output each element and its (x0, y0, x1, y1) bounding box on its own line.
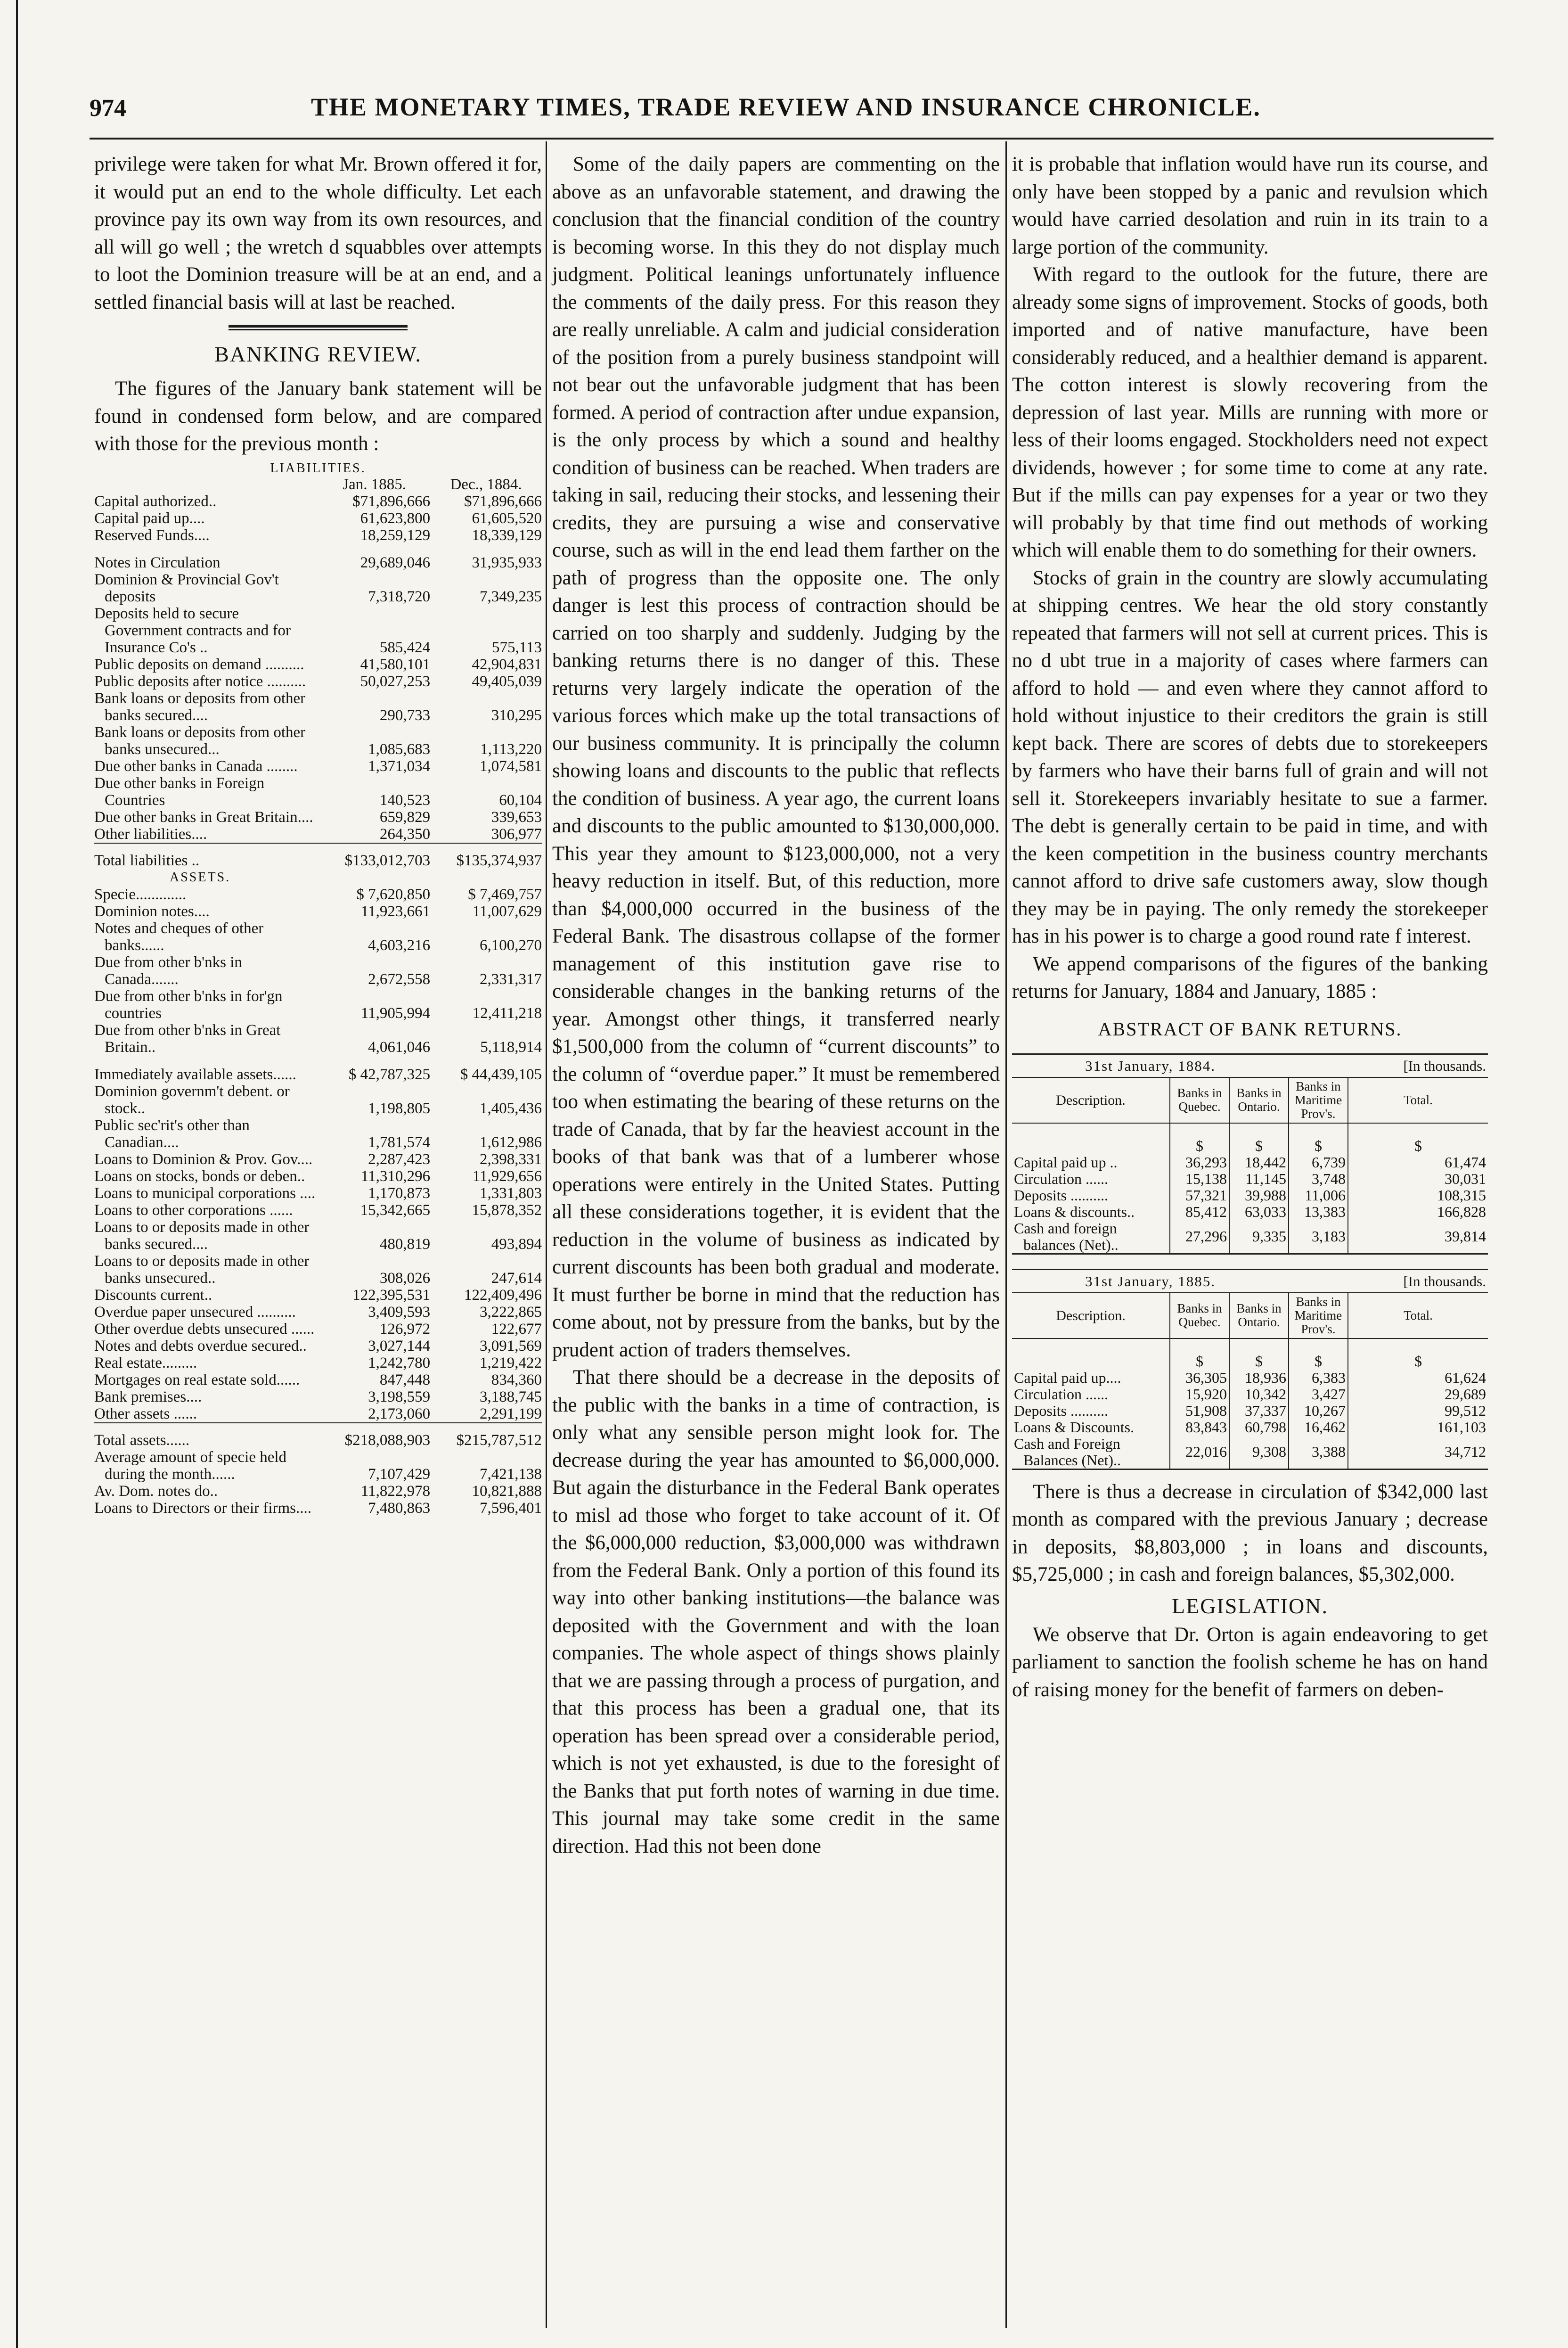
dollar-sign: $ (1289, 1123, 1348, 1154)
asset-row (94, 1287, 542, 1304)
row-description: Cash and foreign balances (Net).. (1012, 1220, 1170, 1254)
dec-value: 1,612,986 (480, 1133, 542, 1151)
col-jan-header: Jan. 1885. (343, 476, 407, 493)
dec-value: 2,398,331 (480, 1150, 542, 1168)
jan-value: 126,972 (379, 1320, 431, 1338)
liability-row (94, 724, 542, 758)
row-label: Total liabilities .. (94, 843, 318, 869)
table-row (1012, 1204, 1488, 1220)
jan-value: 11,310,296 (360, 1167, 431, 1185)
row-label: Other liabilities.... (94, 825, 207, 843)
liability-row (94, 775, 542, 809)
cell-que: 27,296 (1170, 1220, 1229, 1254)
row-label: Notes and cheques of other banks...... (94, 919, 264, 954)
row-label: Public sec'rit's other than Canadian.... (94, 1117, 250, 1151)
jan-value: $ 7,620,850 (356, 886, 431, 903)
cell-mar: 6,739 (1289, 1154, 1348, 1171)
table-caption: 31st January, 1885. (1012, 1269, 1289, 1293)
table-row (1012, 1187, 1488, 1204)
liability-row (94, 493, 542, 510)
liability-row (94, 673, 542, 690)
dec-value: 3,091,569 (480, 1337, 542, 1355)
dec-value: 6,100,270 (480, 936, 542, 954)
row-label: Loans on stocks, bonds or deben.. (94, 1167, 305, 1185)
column-1 (94, 151, 542, 1517)
jan-value: $133,012,703 (318, 843, 430, 869)
dollar-row (1012, 1123, 1488, 1154)
dec-value: 493,894 (491, 1235, 542, 1253)
cell-que: 22,016 (1170, 1436, 1229, 1470)
row-label: Due from other b'nks in Canada....... (94, 953, 242, 988)
row-label: Loans to Dominion & Prov. Gov.... (94, 1150, 313, 1168)
dec-value: 60,104 (499, 791, 542, 809)
blank-cell (1012, 1123, 1170, 1154)
dec-value: 122,677 (491, 1320, 542, 1338)
row-label: Specie............. (94, 886, 187, 903)
dollar-sign: $ (1348, 1338, 1488, 1370)
dec-value: 3,222,865 (480, 1303, 542, 1321)
abstract-title: ABSTRACT OF BANK RETURNS. (1098, 1018, 1402, 1040)
jan-value: 264,350 (379, 825, 431, 843)
row-label: Bank premises.... (94, 1388, 202, 1405)
jan-value: 2,672,558 (368, 970, 431, 988)
dec-value: 2,291,199 (480, 1405, 542, 1422)
dec-value: 834,360 (491, 1371, 542, 1388)
cell-ont: 18,442 (1229, 1154, 1289, 1171)
dollar-sign: $ (1170, 1123, 1229, 1154)
dollar-sign: $ (1348, 1123, 1488, 1154)
intro-paragraph: privilege were taken for what Mr. Brown offered it for, it would put an end to the whole difficulty. Let each province pay its own way from its own resources, and all will go well ; the wretch d squabbles over attempts to loot the Dominion treasure will be at an end, and a settled financial basis will at last be reached. (94, 153, 542, 313)
jan-value: 18,259,129 (360, 526, 431, 544)
dec-value: 12,411,218 (472, 1004, 542, 1022)
row-description: Cash and Foreign Balances (Net).. (1012, 1436, 1170, 1470)
table-row (1012, 1171, 1488, 1187)
table-header-row (1012, 1077, 1488, 1123)
column-3 (1012, 151, 1488, 1704)
asset-row (94, 1202, 542, 1219)
section-title: BANKING REVIEW. (214, 342, 422, 366)
liability-row (94, 826, 542, 843)
row-label: Notes and debts overdue secured.. (94, 1337, 307, 1355)
jan-value: 41,580,101 (360, 656, 431, 673)
table-row (1012, 1436, 1488, 1470)
cell-tot: 39,814 (1348, 1220, 1488, 1254)
article-paragraph: Some of the daily papers are commenting on the above as an unfavorable statement, and drawing the conclusion that the financial condition of the country is becoming worse. In this they do not display much judgment. Political leanings unfortunately influence the comments of the daily press. For this reason they are really unreliable. A calm and judicial consideration of the position from a purely business standpoint will not bear out the unfavorable judgment that has been formed. A period of contraction after undue expansion, is the only process by which a sound and healthy condition of business can be reached. When traders are taking in sail, reducing their stocks, and lessening their credits, they are pursuing a wise and conservative course, such as will in the end lead them farther on the path of progress than the opposite one. The only danger is lest this process of contraction should be carried on too sharply and suddenly. Judging by the banking returns there is no danger of this. These returns very largely indicate the operation of the various forces which make up the total transactions of our business community. It is principally the column showing loans and discounts to the public that reflects the condition of business. A year ago, the current loans and discounts to the public amounted to $130,000,000. This year they amount to $123,000,000, not a very heavy reduction in itself. But, of this reduction, more than $4,000,000 occurred in the business of the Federal Bank. The disastrous collapse of the former management of this institution gave rise to considerable changes in the banking returns of the year. Amongst other things, it transferred nearly $1,500,000 from the column of “current discounts” to the column of “overdue paper.” It must be remembered too when estimating the bearing of these returns on the trade of Canada, that by far the heaviest account in the books of that bank was that of a lumberer whose operations were entirely in the United States. Putting all these considerations together, it is evident that the reduction in the volume of business as indicated by current discounts has been both gradual and moderate. It must further be borne in mind that the reduction has come about, not by pressure from the banks, but by the prudent action of traders themselves. (552, 153, 1000, 1361)
jan-value: 3,198,559 (368, 1388, 431, 1405)
cell-mar: 3,388 (1289, 1436, 1348, 1470)
dollar-row (1012, 1338, 1488, 1370)
row-label: Reserved Funds.... (94, 526, 210, 544)
article-paragraph: Stocks of grain in the country are slowly accumulating at shipping centres. We hear the old story constantly repeated that farmers will not sell at current prices. This is no d ubt true in a majority of cases where farmers can afford to hold — and even where they cannot afford to hold without injustice to their creditors the grain is still kept back. There are scores of debts due to storekeepers by farmers who have their barns full of grain and will not sell it. Storekeepers invariably hesitate to sue a farmer. The debt is generally certain to be paid in time, and with the keen competition in the business country merchants cannot afford to drive safe customers away, slow though they may be in paying. The only remedy the storekeeper has in his power is to charge a good round rate f interest. (1012, 566, 1488, 947)
col-quebec: Banks in Quebec. (1170, 1077, 1229, 1123)
row-label: Capital authorized.. (94, 493, 217, 510)
liability-row (94, 544, 542, 571)
jan-value: 7,480,863 (368, 1499, 431, 1517)
abstract-table-1884 (1012, 1053, 1488, 1255)
jan-value: 290,733 (379, 706, 431, 724)
cell-tot: 34,712 (1348, 1436, 1488, 1470)
cell-tot: 61,624 (1348, 1370, 1488, 1386)
row-description: Loans & discounts.. (1014, 1203, 1135, 1220)
row-description: Deposits .......... (1014, 1402, 1108, 1419)
cell-que: 51,908 (1170, 1403, 1229, 1419)
table-row (1012, 1154, 1488, 1171)
jan-value: $218,088,903 (318, 1423, 430, 1449)
blank-cell (1012, 1338, 1170, 1370)
row-label: Capital paid up.... (94, 509, 205, 527)
dec-value: $71,896,666 (464, 493, 542, 510)
assets-heading: ASSETS. (170, 870, 231, 885)
asset-row (94, 1388, 542, 1405)
total-assets-row (94, 1423, 542, 1449)
jan-value: 1,198,805 (368, 1100, 431, 1117)
jan-value: 4,603,216 (368, 936, 431, 954)
cell-ont: 9,308 (1229, 1436, 1289, 1470)
asset-row (94, 1321, 542, 1338)
column-divider (1005, 141, 1007, 2328)
jan-value: 3,027,144 (368, 1337, 431, 1355)
cell-mar: 10,267 (1289, 1403, 1348, 1419)
jan-value: 7,318,720 (368, 588, 431, 605)
row-label: Due from other b'nks in for'gn countries (94, 987, 283, 1022)
jan-value: 11,822,978 (360, 1482, 431, 1500)
dec-value: 7,421,138 (480, 1465, 542, 1483)
extra-row (94, 1483, 542, 1500)
jan-value: $ 42,787,325 (348, 1066, 431, 1083)
dollar-sign: $ (1289, 1338, 1348, 1370)
jan-value: 1,781,574 (368, 1133, 431, 1151)
row-description: Loans & Discounts. (1014, 1418, 1135, 1436)
left-page-border (16, 0, 18, 2348)
dec-value: 575,113 (491, 639, 542, 656)
dec-value: 1,113,220 (480, 740, 542, 758)
col-maritime: Banks in Maritime Prov's. (1289, 1077, 1348, 1123)
dec-value: 15,878,352 (472, 1201, 542, 1219)
cell-ont: 37,337 (1229, 1403, 1289, 1419)
table-row (1012, 1370, 1488, 1386)
col-total: Total. (1348, 1077, 1488, 1123)
jan-value: 308,026 (379, 1269, 431, 1287)
asset-row (94, 1151, 542, 1168)
dec-value: 2,331,317 (480, 970, 542, 988)
cell-tot: 166,828 (1348, 1204, 1488, 1220)
row-label: Total assets...... (94, 1423, 318, 1449)
asset-row (94, 1253, 542, 1287)
article-paragraph: With regard to the outlook for the future, there are already some signs of improvement. Stocks of goods, both imported and of native manufacture, have been considerably reduced, and a healthier demand is apparent. The cotton interest is slowly recovering from the depression of last year. Mills are running with more or less of their looms engaged. Stockholders need not expect dividends, however ; for some time to come at any rate. But if the mills can pay expenses for a year or two they will probably by that time find out methods of working which will enable them to do something for their owners. (1012, 263, 1488, 561)
article-paragraph: That there should be a decrease in the deposits of the public with the banks in a time of contraction, is only what any sensible person might look for. The decrease during the year has amounted to $6,000,000. But again the disturbance in the Federal Bank operates to misl ad those who forget to take account of it. Of the $6,000,000 reduction, $3,000,000 was withdrawn from the Federal Bank. Only a portion of this found its way into other banking institutions—the balance was deposited with the Government and with the loan companies. The whole aspect of things shows plainly that we are passing through a process of purgation, and that this process has been a gradual one, that its operation has been spread over a considerable period, which is not yet exhausted, is due to the foresight of the Banks that put forth notes of warning in due time. This journal may take some credit in the same direction. Had this not been done (552, 1366, 1000, 1857)
cell-que: 83,843 (1170, 1419, 1229, 1436)
liabilities-heading: LIABILITIES. (270, 460, 366, 476)
cell-que: 85,412 (1170, 1204, 1229, 1220)
jan-value: 847,448 (379, 1371, 431, 1388)
jan-value: 1,242,780 (368, 1354, 431, 1371)
page-header (90, 92, 1456, 130)
row-label: Bank loans or deposits from other banks unsecured... (94, 723, 306, 758)
dec-value: 3,188,745 (480, 1388, 542, 1405)
row-label: Loans to Directors or their firms.... (94, 1499, 311, 1517)
cell-mar: 16,462 (1289, 1419, 1348, 1436)
jan-value: 1,371,034 (368, 757, 431, 775)
row-label: Dominion & Provincial Gov't deposits (94, 571, 279, 605)
bank-statement-table (94, 476, 542, 1517)
jan-value: 2,287,423 (368, 1150, 431, 1168)
jan-value: 480,819 (379, 1235, 431, 1253)
row-label: Real estate......... (94, 1354, 197, 1371)
dec-value: 310,295 (491, 706, 542, 724)
row-label: Loans to or deposits made in other banks secured.... (94, 1218, 310, 1253)
dec-value: $215,787,512 (430, 1423, 542, 1449)
asset-row (94, 1304, 542, 1321)
asset-row (94, 1117, 542, 1151)
liability-row (94, 690, 542, 724)
cell-tot: 29,689 (1348, 1386, 1488, 1403)
dec-value: 339,653 (491, 808, 542, 826)
jan-value: 11,905,994 (360, 1004, 431, 1022)
row-description: Capital paid up .. (1014, 1153, 1118, 1171)
dollar-sign: $ (1170, 1338, 1229, 1370)
section-rule (229, 325, 408, 330)
dec-value: 122,409,496 (464, 1286, 542, 1304)
jan-value: 50,027,253 (360, 673, 431, 690)
row-description: Deposits .......... (1014, 1186, 1108, 1204)
cell-ont: 18,936 (1229, 1370, 1289, 1386)
dec-value: 11,929,656 (472, 1167, 542, 1185)
asset-row (94, 920, 542, 954)
cell-mar: 13,383 (1289, 1204, 1348, 1220)
cell-tot: 30,031 (1348, 1171, 1488, 1187)
row-label: Overdue paper unsecured .......... (94, 1303, 296, 1321)
asset-row (94, 1355, 542, 1371)
jan-value: 1,170,873 (368, 1184, 431, 1202)
row-label: Deposits held to secure Government contracts and for Insurance Co's .. (94, 605, 291, 656)
lead-paragraph: The figures of the January bank statement will be found in condensed form below, and are compared with those for the previous month : (94, 378, 542, 455)
asset-row (94, 1185, 542, 1202)
col-dec-header: Dec., 1884. (450, 476, 522, 493)
jan-value: 61,623,800 (360, 509, 431, 527)
table-caption-row (1012, 1269, 1488, 1293)
jan-value: $71,896,666 (352, 493, 431, 510)
dec-value: 31,935,933 (472, 554, 542, 571)
dec-value: 1,331,803 (480, 1184, 542, 1202)
row-label: Dominion governm't debent. or stock.. (94, 1083, 290, 1117)
jan-value: 122,395,531 (352, 1286, 431, 1304)
row-label: Loans to municipal corporations .... (94, 1184, 316, 1202)
cell-ont: 10,342 (1229, 1386, 1289, 1403)
col-total: Total. (1348, 1293, 1488, 1338)
jan-value: 11,923,661 (360, 903, 431, 920)
dec-value: 1,219,422 (480, 1354, 542, 1371)
row-description: Circulation ...... (1014, 1385, 1108, 1403)
liability-row (94, 527, 542, 544)
row-label: Due other banks in Canada ........ (94, 757, 298, 775)
liability-row (94, 758, 542, 775)
dec-value: 11,007,629 (472, 903, 542, 920)
row-label: Due from other b'nks in Great Britain.. (94, 1021, 281, 1056)
jan-value: 3,409,593 (368, 1303, 431, 1321)
cell-tot: 161,103 (1348, 1419, 1488, 1436)
liability-row (94, 605, 542, 656)
assets-heading-row (94, 869, 542, 886)
cell-ont: 9,335 (1229, 1220, 1289, 1254)
row-label: Average amount of specie held during the month...... (94, 1448, 287, 1483)
jan-value: 585,424 (379, 639, 431, 656)
dec-value: 7,596,401 (480, 1499, 542, 1517)
row-label: Public deposits on demand .......... (94, 656, 304, 673)
cell-ont: 60,798 (1229, 1419, 1289, 1436)
dec-value: 5,118,914 (480, 1038, 542, 1056)
asset-row (94, 1371, 542, 1388)
dec-value: 61,605,520 (472, 509, 542, 527)
dec-value: 18,339,129 (472, 526, 542, 544)
row-label: Dominion notes.... (94, 903, 210, 920)
total-liabilities-row (94, 843, 542, 869)
asset-row (94, 954, 542, 988)
asset-row (94, 1168, 542, 1185)
liability-row (94, 809, 542, 826)
masthead-title: THE MONETARY TIMES, TRADE REVIEW AND INSURANCE CHRONICLE. (311, 93, 1261, 121)
row-label: Bank loans or deposits from other banks secured.... (94, 690, 306, 724)
table-row (1012, 1403, 1488, 1419)
units-note: [In thousands. (1289, 1054, 1488, 1077)
row-label: Discounts current.. (94, 1286, 212, 1304)
jan-value: 15,342,665 (360, 1201, 431, 1219)
liability-row (94, 510, 542, 527)
column-divider (546, 141, 547, 2328)
row-label: Due other banks in Foreign Countries (94, 774, 265, 809)
cell-que: 15,920 (1170, 1386, 1229, 1403)
cell-mar: 6,383 (1289, 1370, 1348, 1386)
dec-value: $135,374,937 (430, 843, 542, 869)
table-header-row (1012, 1293, 1488, 1338)
abstract-table-1885 (1012, 1269, 1488, 1470)
table-caption-row (1012, 1054, 1488, 1077)
col-maritime: Banks in Maritime Prov's. (1289, 1293, 1348, 1338)
table-row (1012, 1386, 1488, 1403)
cell-ont: 11,145 (1229, 1171, 1289, 1187)
col-ontario: Banks in Ontario. (1229, 1293, 1289, 1338)
row-label: Other assets ...... (94, 1405, 197, 1422)
dec-value: 42,904,831 (472, 656, 542, 673)
column-header-row (94, 476, 542, 493)
row-description: Capital paid up.... (1014, 1369, 1121, 1386)
cell-que: 15,138 (1170, 1171, 1229, 1187)
liability-row (94, 656, 542, 673)
dec-value: 306,977 (491, 825, 542, 843)
jan-value: 1,085,683 (368, 740, 431, 758)
jan-value: 4,061,046 (368, 1038, 431, 1056)
dec-value: 49,405,039 (472, 673, 542, 690)
row-description: Circulation ...... (1014, 1170, 1108, 1187)
cell-tot: 61,474 (1348, 1154, 1488, 1171)
jan-value: 2,173,060 (368, 1405, 431, 1422)
asset-row (94, 1219, 542, 1253)
jan-value: 7,107,429 (368, 1465, 431, 1483)
dollar-sign: $ (1229, 1338, 1289, 1370)
asset-row (94, 886, 542, 903)
legislation-title: LEGISLATION. (1172, 1593, 1328, 1618)
col-description: Description. (1012, 1077, 1170, 1123)
header-rule (90, 138, 1494, 140)
row-label: Immediately available assets...... (94, 1066, 296, 1083)
cell-mar: 3,183 (1289, 1220, 1348, 1254)
jan-value: 659,829 (379, 808, 431, 826)
asset-row (94, 1405, 542, 1423)
cell-tot: 108,315 (1348, 1187, 1488, 1204)
table-caption: 31st January, 1884. (1012, 1054, 1289, 1077)
jan-value: 140,523 (379, 791, 431, 809)
extra-row (94, 1500, 542, 1517)
page-number: 974 (90, 95, 126, 122)
cell-que: 57,321 (1170, 1187, 1229, 1204)
asset-row (94, 988, 542, 1022)
units-note: [In thousands. (1289, 1269, 1488, 1293)
dec-value: 1,074,581 (480, 757, 542, 775)
table-row (1012, 1220, 1488, 1254)
row-label: Public deposits after notice .......... (94, 673, 306, 690)
article-paragraph: We append comparisons of the figures of the banking returns for January, 1884 and January, 1885 : (1012, 952, 1488, 1002)
col-ontario: Banks in Ontario. (1229, 1077, 1289, 1123)
dec-value: 1,405,436 (480, 1100, 542, 1117)
row-label: Mortgages on real estate sold...... (94, 1371, 300, 1388)
cell-que: 36,293 (1170, 1154, 1229, 1171)
row-label: Other overdue debts unsecured ...... (94, 1320, 315, 1338)
dec-value: $ 7,469,757 (468, 886, 542, 903)
cell-tot: 99,512 (1348, 1403, 1488, 1419)
cell-mar: 11,006 (1289, 1187, 1348, 1204)
extra-row (94, 1449, 542, 1483)
row-label: Av. Dom. notes do.. (94, 1482, 218, 1500)
cell-mar: 3,748 (1289, 1171, 1348, 1187)
summary-paragraph: There is thus a decrease in circulation of $342,000 last month as compared with the previous January ; decrease in deposits, $8,803,000 ; in loans and discounts, $5,725,000 ; in cash and foreign balances, $5,302,000. (1012, 1480, 1488, 1585)
dec-value: 7,349,235 (480, 588, 542, 605)
article-paragraph: it is probable that inflation would have run its course, and only have been stopped by a panic and revulsion which would have carried desolation and ruin in its train to a large portion of the community. (1012, 153, 1488, 258)
table-row (1012, 1419, 1488, 1436)
cell-que: 36,305 (1170, 1370, 1229, 1386)
asset-row (94, 1056, 542, 1083)
cell-ont: 63,033 (1229, 1204, 1289, 1220)
col-quebec: Banks in Quebec. (1170, 1293, 1229, 1338)
cell-ont: 39,988 (1229, 1187, 1289, 1204)
col-description: Description. (1012, 1293, 1170, 1338)
asset-row (94, 903, 542, 920)
cell-mar: 3,427 (1289, 1386, 1348, 1403)
dec-value: 10,821,888 (472, 1482, 542, 1500)
row-label: Due other banks in Great Britain.... (94, 808, 313, 826)
row-label: Loans to or deposits made in other banks unsecured.. (94, 1252, 310, 1287)
asset-row (94, 1022, 542, 1056)
jan-value: 29,689,046 (360, 554, 431, 571)
row-label: Notes in Circulation (94, 554, 220, 571)
liability-row (94, 571, 542, 605)
column-2 (552, 151, 1000, 1860)
legislation-paragraph: We observe that Dr. Orton is again endeavoring to get parliament to sanction the foolish scheme he has on hand of raising money for the benefit of farmers on deben- (1012, 1623, 1488, 1701)
asset-row (94, 1083, 542, 1117)
row-label: Loans to other corporations ...... (94, 1201, 293, 1219)
asset-row (94, 1338, 542, 1355)
dec-value: 247,614 (491, 1269, 542, 1287)
dollar-sign: $ (1229, 1123, 1289, 1154)
dec-value: $ 44,439,105 (460, 1066, 542, 1083)
